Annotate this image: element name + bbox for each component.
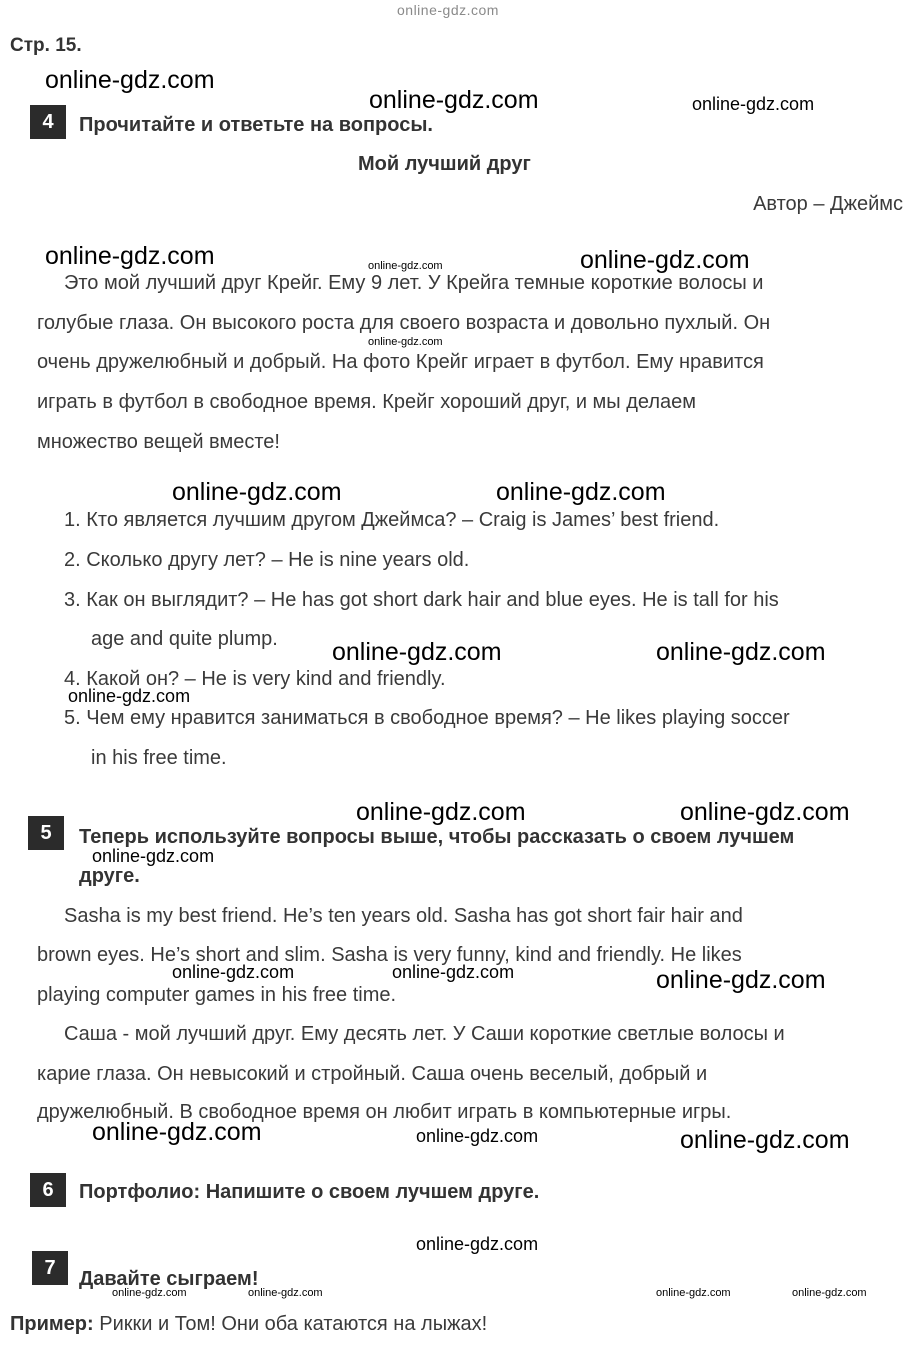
watermark: online-gdz.com bbox=[392, 962, 515, 982]
qa-item-3-continuation: age and quite plump. bbox=[91, 628, 278, 650]
watermark: online-gdz.com bbox=[416, 1126, 539, 1146]
example-label: Пример: bbox=[10, 1313, 94, 1335]
watermark: online-gdz.com bbox=[692, 94, 815, 114]
watermark: online-gdz.com bbox=[45, 242, 215, 270]
task-6-badge: 6 bbox=[30, 1173, 66, 1207]
watermark: online-gdz.com bbox=[172, 478, 342, 506]
watermark: online-gdz.com bbox=[416, 1234, 539, 1254]
story-line-5: множество вещей вместе! bbox=[37, 431, 280, 453]
story-author: Автор – Джеймс bbox=[753, 193, 903, 215]
story-line-1: Это мой лучший друг Крейг. Ему 9 лет. У Крейга темные короткие волосы и bbox=[64, 272, 764, 294]
qa-item-5-continuation: in his free time. bbox=[91, 747, 227, 769]
watermark: online-gdz.com bbox=[680, 1126, 850, 1154]
watermark: online-gdz.com bbox=[332, 638, 502, 666]
qa-item-4: 4. Какой он? – He is very kind and friendly. bbox=[64, 668, 446, 690]
watermark: online-gdz.com bbox=[68, 686, 191, 706]
task-4-instruction: Прочитайте и ответьте на вопросы. bbox=[79, 114, 433, 136]
qa-item-3: 3. Как он выглядит? – He has got short dark hair and blue eyes. He is tall for his bbox=[64, 589, 779, 611]
qa-item-5: 5. Чем ему нравится заниматься в свободное время? – He likes playing soccer bbox=[64, 707, 790, 729]
story-line-3: очень дружелюбный и добрый. На фото Крейг играет в футбол. Ему нравится bbox=[37, 351, 764, 373]
qa-item-2: 2. Сколько другу лет? – He is nine years old. bbox=[64, 549, 470, 571]
russian-text-line-2: карие глаза. Он невысокий и стройный. Саша очень веселый, добрый и bbox=[37, 1063, 708, 1085]
watermark: online-gdz.com bbox=[356, 798, 526, 826]
watermark: online-gdz.com bbox=[656, 1287, 731, 1299]
english-text-line-3: playing computer games in his free time. bbox=[37, 984, 397, 1006]
watermark-top: online-gdz.com bbox=[397, 2, 499, 18]
watermark: online-gdz.com bbox=[656, 638, 826, 666]
watermark: online-gdz.com bbox=[112, 1287, 187, 1299]
watermark: online-gdz.com bbox=[369, 86, 539, 114]
story-line-4: играть в футбол в свободное время. Крейг хороший друг, и мы делаем bbox=[37, 391, 697, 413]
task-5-badge: 5 bbox=[28, 816, 64, 850]
watermark: online-gdz.com bbox=[368, 336, 443, 348]
example-line bbox=[10, 1313, 487, 1336]
task-7-badge: 7 bbox=[32, 1251, 68, 1285]
english-text-line-2: brown eyes. He’s short and slim. Sasha is very funny, kind and friendly. He likes bbox=[37, 944, 742, 966]
watermark: online-gdz.com bbox=[496, 478, 666, 506]
watermark: online-gdz.com bbox=[92, 846, 215, 866]
russian-text-line-1: Саша - мой лучший друг. Ему десять лет. У Саши короткие светлые волосы и bbox=[64, 1023, 785, 1045]
watermark: online-gdz.com bbox=[368, 260, 443, 272]
watermark: online-gdz.com bbox=[172, 962, 295, 982]
qa-item-1: 1. Кто является лучшим другом Джеймса? – Craig is James’ best friend. bbox=[64, 509, 720, 531]
page-number-label: Стр. 15. bbox=[10, 35, 82, 56]
watermark: online-gdz.com bbox=[680, 798, 850, 826]
task-7-instruction: Давайте сыграем! bbox=[79, 1268, 259, 1290]
russian-text-line-3: дружелюбный. В свободное время он любит играть в компьютерные игры. bbox=[37, 1101, 732, 1123]
watermark: online-gdz.com bbox=[656, 966, 826, 994]
story-line-2: голубые глаза. Он высокого роста для своего возраста и довольно пухлый. Он bbox=[37, 312, 771, 334]
task-6-instruction: Портфолио: Напишите о своем лучшем друге. bbox=[79, 1181, 540, 1203]
task-4-badge: 4 bbox=[30, 105, 66, 139]
watermark: online-gdz.com bbox=[248, 1287, 323, 1299]
watermark: online-gdz.com bbox=[45, 66, 215, 94]
task-5-instruction-line-1: Теперь используйте вопросы выше, чтобы рассказать о своем лучшем bbox=[79, 826, 795, 848]
watermark: online-gdz.com bbox=[580, 246, 750, 274]
story-title: Мой лучший друг bbox=[358, 153, 531, 175]
watermark: online-gdz.com bbox=[92, 1118, 262, 1146]
english-text-line-1: Sasha is my best friend. He’s ten years old. Sasha has got short fair hair and bbox=[64, 905, 743, 927]
example-text: Рикки и Том! Они оба катаются на лыжах! bbox=[93, 1313, 488, 1335]
watermark: online-gdz.com bbox=[792, 1287, 867, 1299]
task-5-instruction-line-2: друге. bbox=[79, 865, 140, 887]
